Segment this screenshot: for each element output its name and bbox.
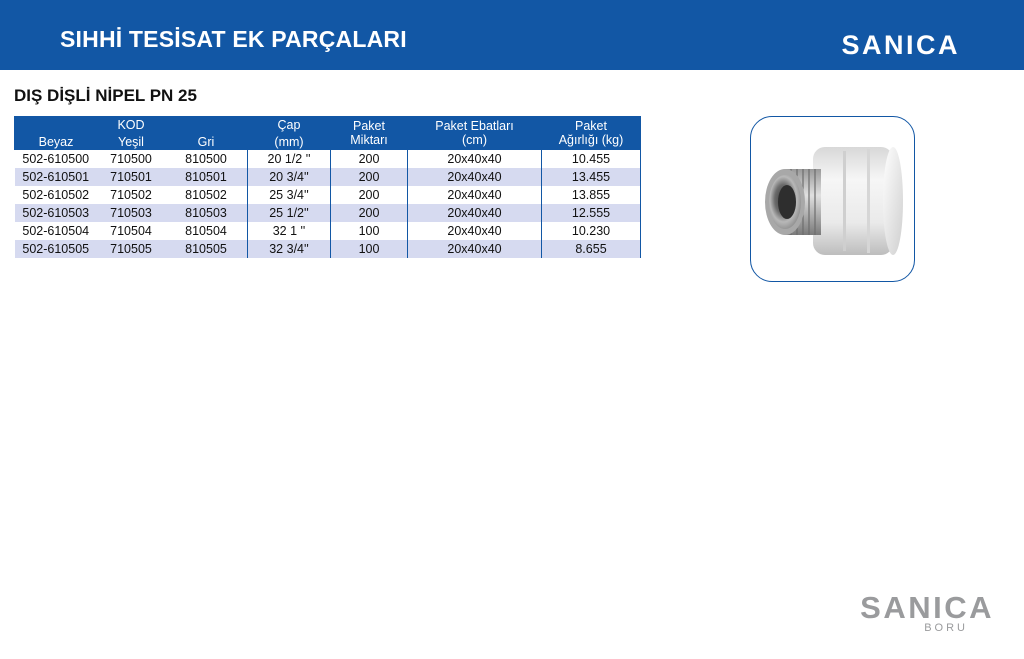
table-row [15,168,641,186]
cell-ebat: 20x40x40 [408,168,542,186]
cap-header [248,116,331,134]
cell-beyaz: 502-610501 [15,168,98,186]
cell-ebat: 20x40x40 [408,150,542,168]
cell-beyaz: 502-610505 [15,240,98,258]
cell-agirlik: 13.855 [542,186,641,204]
paket-ebatlari-line1: Paket Ebatları [435,119,514,133]
gri-subheader: Gri [165,134,248,150]
cell-ebat: 20x40x40 [408,222,542,240]
cell-yesil: 710505 [97,240,165,258]
cell-yesil: 710503 [97,204,165,222]
cell-agirlik: 8.655 [542,240,641,258]
yesil-subheader: Yeşil [97,134,165,150]
cell-agirlik: 12.555 [542,204,641,222]
nipple-fitting-image [751,117,914,281]
table-row [15,204,641,222]
kod-header: KOD [15,116,248,134]
cell-gri: 810502 [165,186,248,204]
paket-agirligi-header [542,116,641,150]
cell-paket: 200 [331,204,408,222]
product-image-frame [750,116,915,282]
table-row [15,186,641,204]
cell-ebat: 20x40x40 [408,204,542,222]
cell-beyaz: 502-610500 [15,150,98,168]
cell-cap: 25 1/2'' [248,204,331,222]
cell-gri: 810501 [165,168,248,186]
cell-beyaz: 502-610502 [15,186,98,204]
footer-brand-sub: BORU [924,622,968,634]
paket-miktari-line2: Miktarı [350,133,388,147]
cell-beyaz: 502-610503 [15,204,98,222]
cell-cap: 20 1/2 '' [248,150,331,168]
paket-miktari-line1: Paket [353,119,385,133]
cell-yesil: 710504 [97,222,165,240]
paket-ebatlari-header [408,116,542,150]
cell-cap: 25 3/4'' [248,186,331,204]
cap-unit-subheader: (mm) [248,134,331,150]
cell-yesil: 710500 [97,150,165,168]
table-row [15,150,641,168]
cell-agirlik: 13.455 [542,168,641,186]
paket-ebatlari-line2: (cm) [462,133,487,147]
cell-paket: 100 [331,240,408,258]
table-row [15,240,641,258]
catalog-section-title: SIHHİ TESİSAT EK PARÇALARI [60,26,407,52]
footer-brand-logo [860,592,994,634]
cell-agirlik: 10.230 [542,222,641,240]
header-bar [0,0,1024,70]
cell-gri: 810505 [165,240,248,258]
cell-beyaz: 502-610504 [15,222,98,240]
beyaz-subheader: Beyaz [15,134,98,150]
paket-agirligi-line1: Paket [575,119,607,133]
table-row [15,222,641,240]
cell-gri: 810503 [165,204,248,222]
cell-ebat: 20x40x40 [408,186,542,204]
cell-gri: 810504 [165,222,248,240]
cell-paket: 200 [331,186,408,204]
cell-paket: 100 [331,222,408,240]
product-title: DIŞ DİŞLİ NİPEL PN 25 [14,86,197,105]
paket-miktari-header [331,116,408,150]
footer-brand-name: SANICA [860,590,994,625]
cell-yesil: 710501 [97,168,165,186]
cell-gri: 810500 [165,150,248,168]
cell-paket: 200 [331,150,408,168]
cell-agirlik: 10.455 [542,150,641,168]
brand-logo: SANICA [841,30,960,60]
cell-yesil: 710502 [97,186,165,204]
cell-cap: 32 3/4'' [248,240,331,258]
cell-paket: 200 [331,168,408,186]
cell-cap: 20 3/4'' [248,168,331,186]
cell-ebat: 20x40x40 [408,240,542,258]
cap-header-label: Çap [277,118,301,132]
cell-cap: 32 1 '' [248,222,331,240]
spec-table [14,116,641,258]
paket-agirligi-line2: Ağırlığı (kg) [558,133,624,147]
